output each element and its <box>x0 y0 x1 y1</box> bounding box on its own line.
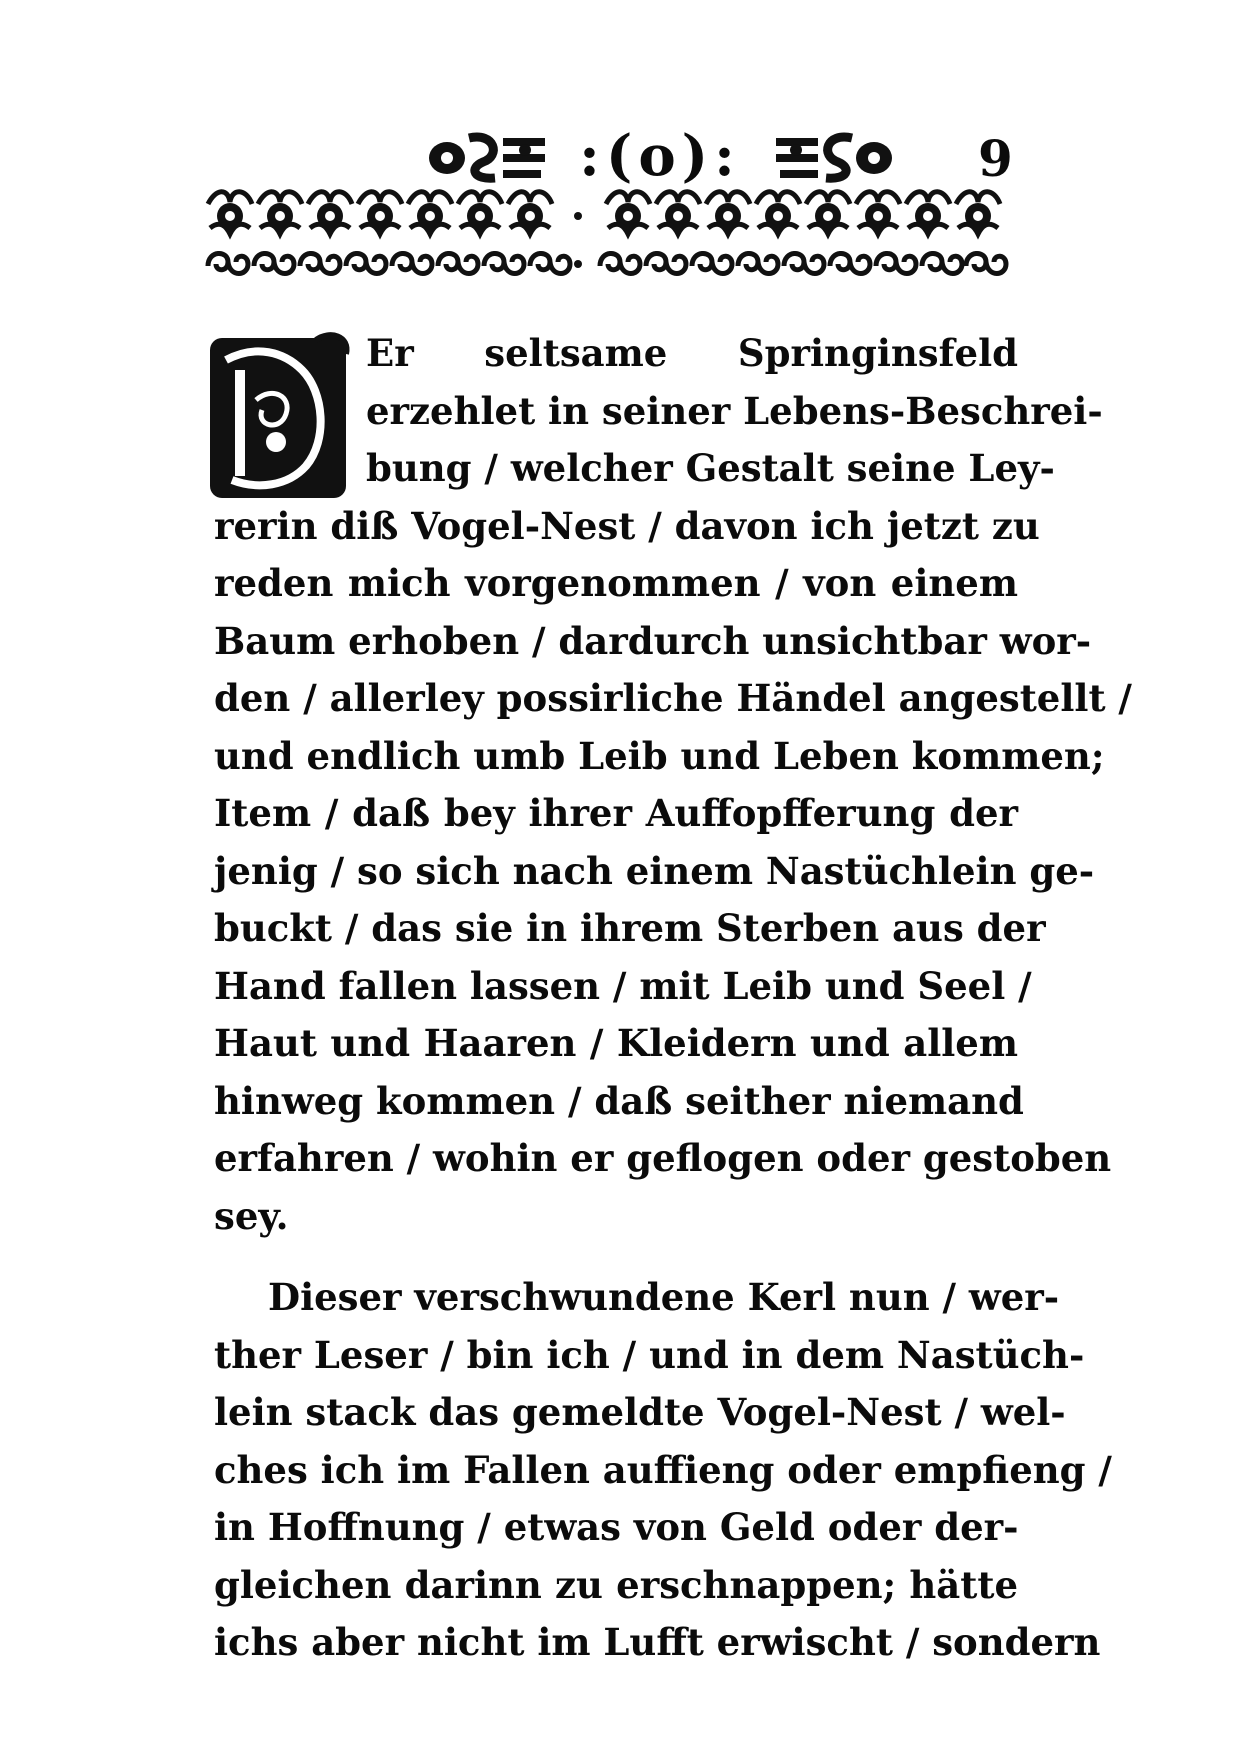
text-line: buckt / das sie in ihrem Sterben aus der <box>214 906 1046 950</box>
text-line: jenig / so sich nach einem Nastüchlein ge- <box>214 848 1095 893</box>
text-line: bung / welcher Gestalt seine Ley- <box>366 446 1055 490</box>
text-line: in Hoffnung / etwas von Geld oder der- <box>214 1505 1019 1549</box>
text-line: Haut und Haaren / Kleidern und allem <box>214 1021 1018 1065</box>
text-line: den / allerley possirliche Händel angestellt / <box>214 676 1132 720</box>
text-line: Er seltsame Springinsfeld <box>366 331 1018 375</box>
text-line: ther Leser / bin ich / und in dem Nastüch- <box>214 1332 1085 1377</box>
text-line: reden mich vorgenommen / von einem <box>214 561 1018 605</box>
text-line: und endlich umb Leib und Leben kommen; <box>214 733 1105 778</box>
text-line: ichs aber nicht im Lufft erwischt / sondern <box>214 1620 1101 1664</box>
page-number: 9 <box>978 129 1013 188</box>
text-line: sey. <box>214 1193 289 1238</box>
paragraph-gap <box>214 1245 1018 1269</box>
text-line: Hand fallen lassen / mit Leib und Seel / <box>214 963 1032 1008</box>
text-line: lein stack das gemeldte Vogel-Nest / wel- <box>214 1390 1066 1434</box>
text-line: Item / daß bey ihrer Auffopfferung der <box>214 791 1018 835</box>
ornament-left-icon <box>425 128 555 184</box>
floral-border-ornament <box>206 186 1008 286</box>
running-head-mark: :(o): <box>579 123 741 189</box>
text-line: erzehlet in seiner Lebens-Beschrei- <box>366 388 1103 433</box>
text-line: erfahren / wohin er geflogen oder gestoben <box>214 1136 1112 1180</box>
text-line: rerin diß Vogel-Nest / davon ich jetzt zu <box>214 503 1040 548</box>
text-line: Dieser verschwundene Kerl nun / wer- <box>268 1275 1060 1319</box>
text-line: Baum erhoben / dardurch unsichtbar wor- <box>214 618 1092 663</box>
body-text <box>214 325 1132 1672</box>
text-line: gleichen darinn zu erschnappen; hätte <box>214 1562 1018 1607</box>
ornament-right-icon <box>766 128 896 184</box>
text-line: ches ich im Fallen auffieng oder empfieng / <box>214 1447 1112 1492</box>
text-line: hinweg kommen / daß seither niemand <box>214 1078 1024 1123</box>
